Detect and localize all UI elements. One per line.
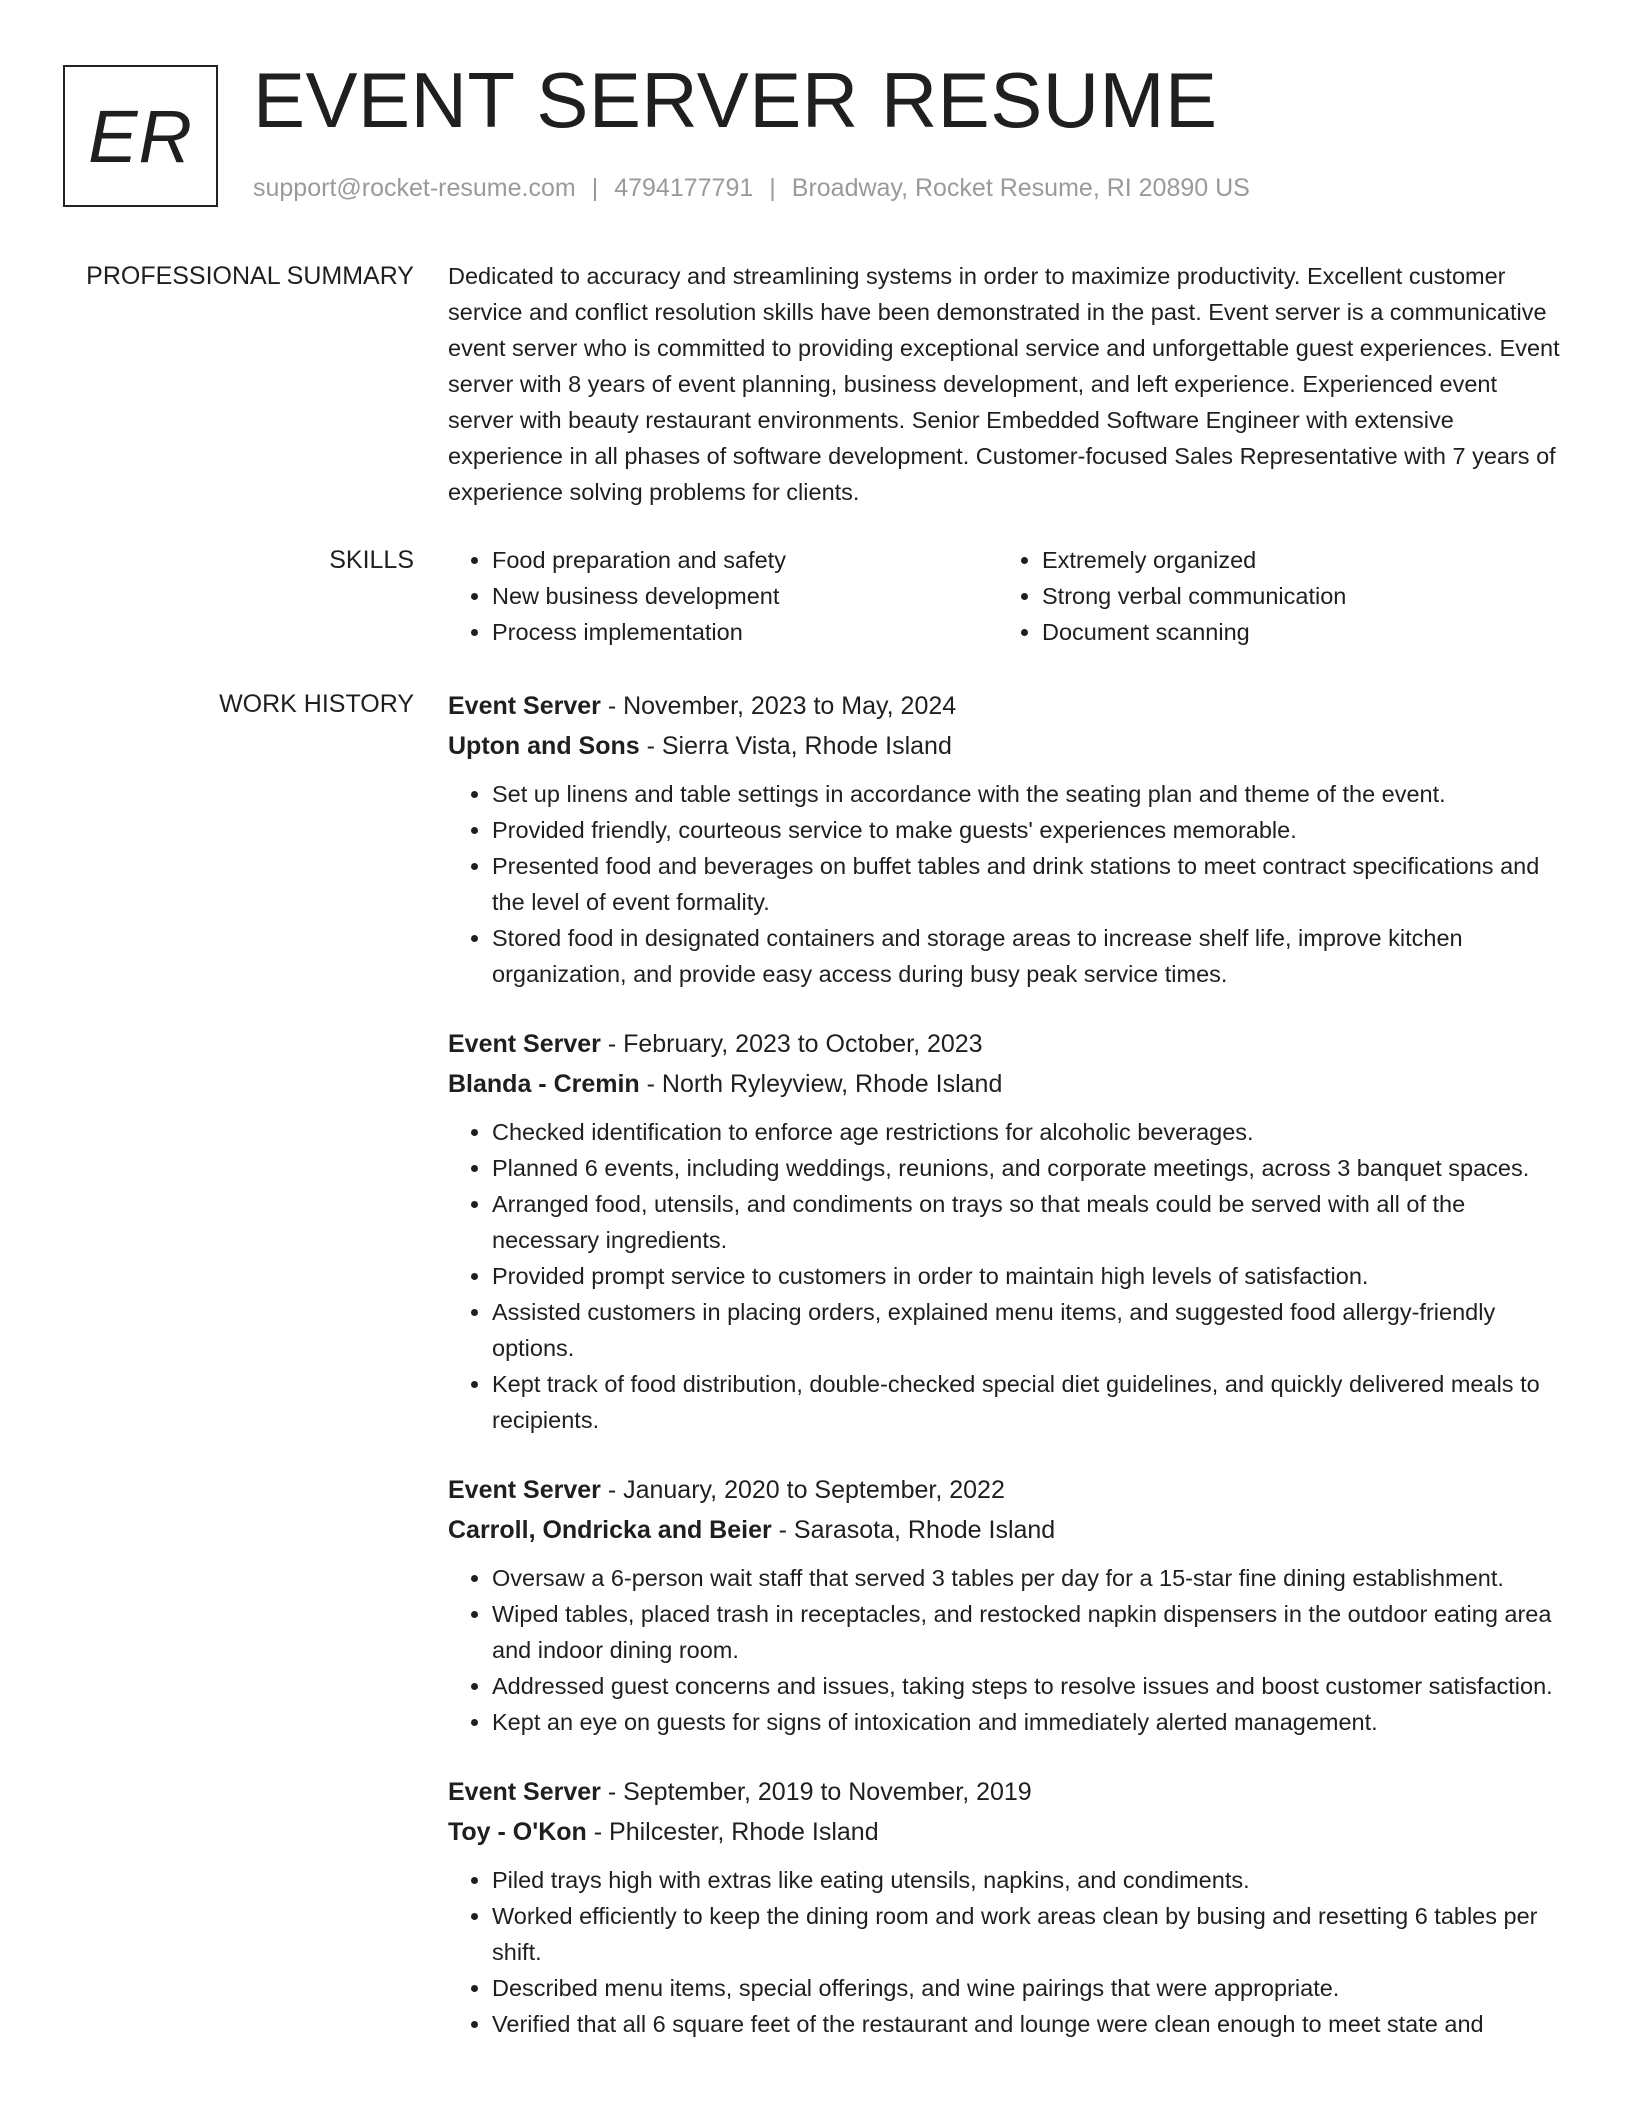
job-bullet: • Stored food in designated containers and storage areas to increase shelf life, improve kitchen organization, and provide easy access during busy peak service times. [492, 920, 1568, 992]
contact-separator: | [769, 174, 776, 202]
job-title-line [448, 1024, 1568, 1064]
job-bullet: • Piled trays high with extras like eating utensils, napkins, and condiments. [492, 1862, 1568, 1898]
job-bullet: • Planned 6 events, including weddings, reunions, and corporate meetings, across 3 banquet spaces. [492, 1150, 1568, 1186]
resume-title: EVENT SERVER RESUME [253, 56, 1218, 144]
job-dates: - September, 2019 to November, 2019 [600, 1778, 1032, 1806]
skills-list-right [998, 542, 1548, 650]
job-entry [448, 1470, 1568, 1740]
job-location: - Sarasota, Rhode Island [771, 1516, 1056, 1544]
job-bullet: • Presented food and beverages on buffet tables and drink stations to meet contract specifications and the level of event formality. [492, 848, 1568, 920]
job-company-line [448, 1064, 1568, 1104]
skill-item: • Document scanning [1042, 614, 1548, 650]
job-bullets [448, 1862, 1568, 2042]
job-bullet: • Arranged food, utensils, and condiments on trays so that meals could be served with all of the necessary ingredients. [492, 1186, 1568, 1258]
resume-header [0, 0, 1632, 230]
job-company-line [448, 1510, 1568, 1550]
summary-text: Dedicated to accuracy and streamlining systems in order to maximize productivity. Excellent customer service and conflict resolution skills have been demonstrated in the past. Event server is a communicative event server who is committed to providing exceptional service and unforgettable guest experiences. Event server with 8 years of event planning, business development, and left experience. Experienced event server with beauty restaurant environments. Senior Embedded Software Engineer with extensive experience in all phases of software development. Customer-focused Sales Representative with 7 years of experience solving problems for clients. [448, 263, 1560, 505]
job-bullet: • Kept track of food distribution, double-checked special diet guidelines, and quickly delivered meals to recipients. [492, 1366, 1568, 1438]
job-title-line [448, 1772, 1568, 1812]
job-role: Event Server [448, 1030, 601, 1058]
job-bullet: • Described menu items, special offerings, and wine pairings that were appropriate. [492, 1970, 1568, 2006]
monogram-logo: ER [63, 65, 218, 207]
job-bullet: • Assisted customers in placing orders, explained menu items, and suggested food allergy-friendly options. [492, 1294, 1568, 1366]
job-dates: - February, 2023 to October, 2023 [600, 1030, 983, 1058]
job-entry [448, 1024, 1568, 1438]
job-dates: - November, 2023 to May, 2024 [600, 692, 957, 720]
job-title-line [448, 686, 1568, 726]
skill-item: • Extremely organized [1042, 542, 1548, 578]
job-bullet: • Checked identification to enforce age restrictions for alcoholic beverages. [492, 1114, 1568, 1150]
skill-item: • New business development [492, 578, 998, 614]
job-company: Carroll, Ondricka and Beier [448, 1516, 772, 1544]
contact-address: Broadway, Rocket Resume, RI 20890 US [791, 174, 1250, 202]
contact-line [253, 174, 1250, 203]
job-company-line [448, 1812, 1568, 1852]
skills-grid [448, 542, 1568, 650]
job-role: Event Server [448, 692, 601, 720]
job-role: Event Server [448, 1778, 601, 1806]
job-bullets [448, 776, 1568, 992]
skills-heading: SKILLS [329, 546, 414, 574]
job-location: - Philcester, Rhode Island [586, 1818, 879, 1846]
job-title-line [448, 1470, 1568, 1510]
contact-separator: | [591, 174, 599, 202]
skill-item: • Process implementation [492, 614, 998, 650]
job-entry [448, 686, 1568, 992]
job-role: Event Server [448, 1476, 601, 1504]
summary-body [448, 258, 1568, 510]
job-bullet: • Provided friendly, courteous service to make guests' experiences memorable. [492, 812, 1568, 848]
summary-heading: PROFESSIONAL SUMMARY [86, 262, 414, 290]
contact-email: support@rocket-resume.com [253, 174, 576, 202]
job-company: Toy - O'Kon [448, 1818, 587, 1846]
skills-body [448, 542, 1568, 650]
job-bullet: • Verified that all 6 square feet of the restaurant and lounge were clean enough to meet state and [492, 2006, 1568, 2042]
job-bullet: • Kept an eye on guests for signs of intoxication and immediately alerted management. [492, 1704, 1568, 1740]
skills-list-left [448, 542, 998, 650]
job-company-line [448, 726, 1568, 766]
job-location: - North Ryleyview, Rhode Island [639, 1070, 1003, 1098]
skill-item: • Strong verbal communication [1042, 578, 1548, 614]
job-bullet: • Provided prompt service to customers in order to maintain high levels of satisfaction. [492, 1258, 1568, 1294]
work-history-heading: WORK HISTORY [219, 690, 414, 718]
job-bullets [448, 1560, 1568, 1740]
work-history-body [448, 686, 1568, 2074]
job-company: Blanda - Cremin [448, 1070, 640, 1098]
skill-item: • Food preparation and safety [492, 542, 998, 578]
job-company: Upton and Sons [448, 732, 640, 760]
job-bullet: • Wiped tables, placed trash in receptacles, and restocked napkin dispensers in the outdoor eating area and indoor dining room. [492, 1596, 1568, 1668]
job-bullet: • Oversaw a 6-person wait staff that served 3 tables per day for a 15-star fine dining establishment. [492, 1560, 1568, 1596]
job-entry [448, 1772, 1568, 2042]
job-dates: - January, 2020 to September, 2022 [600, 1476, 1005, 1504]
job-bullet: • Set up linens and table settings in accordance with the seating plan and theme of the event. [492, 776, 1568, 812]
job-bullet: • Addressed guest concerns and issues, taking steps to resolve issues and boost customer satisfaction. [492, 1668, 1568, 1704]
job-bullets [448, 1114, 1568, 1438]
contact-phone: 4794177791 [614, 174, 754, 202]
job-location: - Sierra Vista, Rhode Island [639, 732, 952, 760]
job-bullet: • Worked efficiently to keep the dining room and work areas clean by busing and resetting 6 tables per shift. [492, 1898, 1568, 1970]
